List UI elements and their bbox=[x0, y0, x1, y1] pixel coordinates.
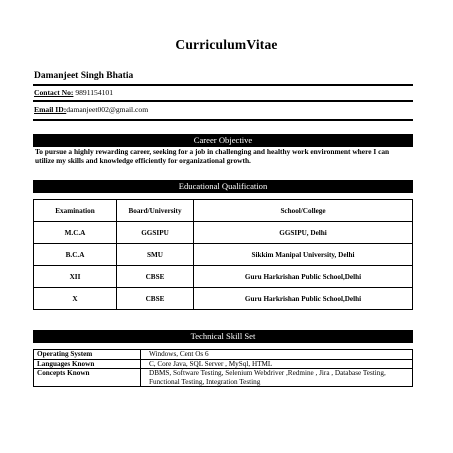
name-underline bbox=[33, 84, 413, 86]
cell-school: Guru Harkrishan Public School,Delhi bbox=[194, 288, 413, 310]
table-row bbox=[34, 266, 413, 288]
email-line bbox=[34, 105, 148, 114]
table-row bbox=[34, 369, 413, 387]
candidate-name: Damanjeet Singh Bhatia bbox=[34, 71, 134, 81]
table-row bbox=[34, 244, 413, 266]
cell-exam: M.C.A bbox=[34, 222, 117, 244]
cell-exam: B.C.A bbox=[34, 244, 117, 266]
education-heading: Educational Qualification bbox=[33, 180, 413, 193]
skill-value: C, Core Java, SQL Server , MySql, HTML bbox=[141, 359, 413, 369]
table-row bbox=[34, 288, 413, 310]
skill-key: Concepts Known bbox=[34, 369, 141, 387]
skill-value: DBMS, Software Testing, Selenium Webdriver ,Redmine , Jira , Database Testing, Functional Testing, Integration Testing bbox=[141, 369, 413, 387]
education-table bbox=[33, 199, 413, 310]
skill-value: Windows, Cent Os 6 bbox=[141, 350, 413, 360]
contact-label: Contact No: bbox=[34, 88, 74, 97]
cell-exam: XII bbox=[34, 266, 117, 288]
career-objective-text: To pursue a highly rewarding career, seeking for a job in challenging and healthy work environment where I can utilize my skills and knowledge efficiently for organizational growth. bbox=[35, 147, 390, 165]
table-row bbox=[34, 222, 413, 244]
cell-board: GGSIPU bbox=[117, 222, 194, 244]
contact-line bbox=[34, 88, 113, 97]
email-value: damanjeet002@gmail.com bbox=[66, 105, 149, 114]
career-objective-heading: Career Objective bbox=[33, 134, 413, 147]
skill-key: Languages Known bbox=[34, 359, 141, 369]
cell-school: Guru Harkrishan Public School,Delhi bbox=[194, 266, 413, 288]
education-header-row bbox=[34, 200, 413, 222]
cell-board: SMU bbox=[117, 244, 194, 266]
cell-school: Sikkim Manipal University, Delhi bbox=[194, 244, 413, 266]
skills-table bbox=[33, 349, 413, 387]
cell-board: CBSE bbox=[117, 266, 194, 288]
cell-exam: X bbox=[34, 288, 117, 310]
column-header-examination: Examination bbox=[34, 200, 117, 222]
technical-skills-heading: Technical Skill Set bbox=[33, 330, 413, 343]
column-header-board: Board/University bbox=[117, 200, 194, 222]
column-header-school: School/College bbox=[194, 200, 413, 222]
contact-value: 9891154101 bbox=[73, 88, 114, 97]
cell-school: GGSIPU, Delhi bbox=[194, 222, 413, 244]
cell-board: CBSE bbox=[117, 288, 194, 310]
table-row bbox=[34, 350, 413, 360]
contact-divider bbox=[33, 100, 413, 102]
document-title: CurriculumVitae bbox=[175, 37, 278, 52]
email-label: Email ID: bbox=[34, 105, 67, 114]
email-divider bbox=[33, 119, 413, 121]
table-row bbox=[34, 359, 413, 369]
skill-key: Operating System bbox=[34, 350, 141, 360]
